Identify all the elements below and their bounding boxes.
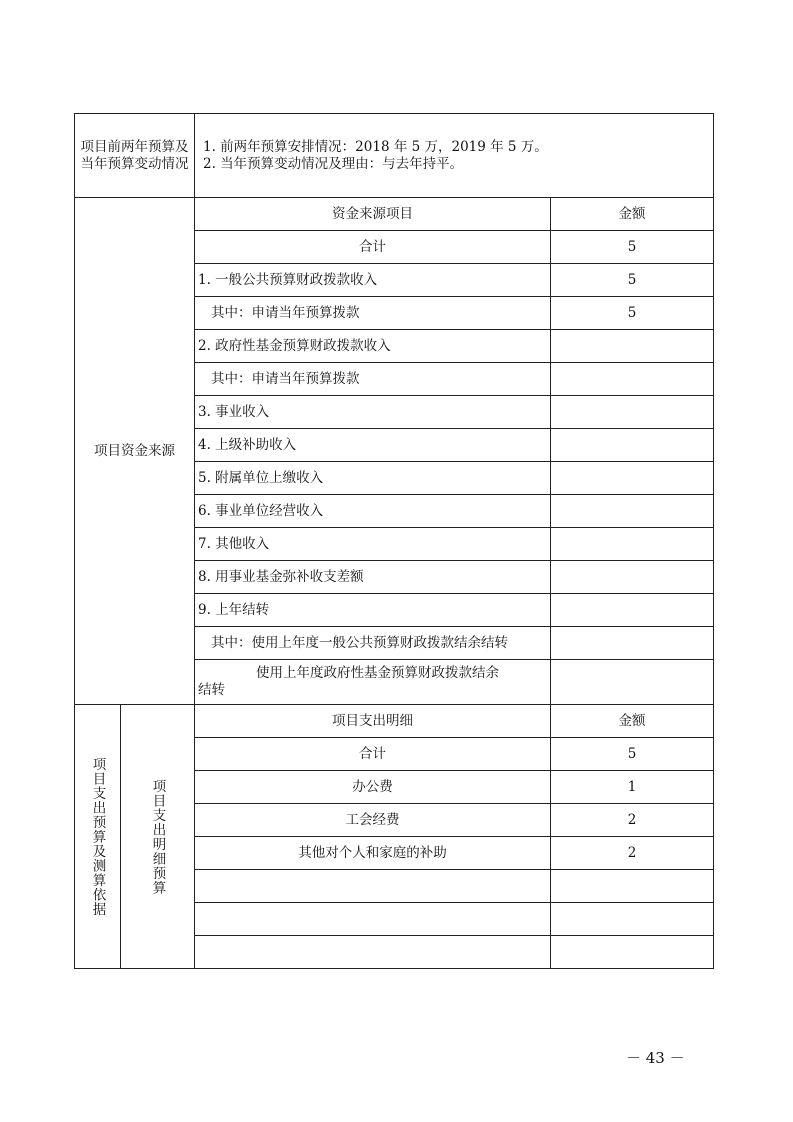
source-item: 8. 用事业基金弥补收支差额 — [195, 561, 551, 594]
source-amount — [551, 462, 714, 495]
sources-header-row — [75, 198, 714, 231]
expenses-header-item: 项目支出明细 — [195, 705, 551, 738]
source-amount — [551, 627, 714, 660]
source-item: 3. 事业收入 — [195, 396, 551, 429]
expense-item — [195, 936, 551, 969]
source-item: 6. 事业单位经营收入 — [195, 495, 551, 528]
source-item: 5. 附属单位上缴收入 — [195, 462, 551, 495]
expense-item: 办公费 — [195, 771, 551, 804]
source-item-line-2: 结转 — [198, 682, 225, 698]
expense-item: 工会经费 — [195, 804, 551, 837]
source-amount — [551, 396, 714, 429]
source-amount: 5 — [551, 297, 714, 330]
sources-header-amount: 金额 — [551, 198, 714, 231]
prior-budget-row — [75, 114, 714, 198]
source-amount — [551, 528, 714, 561]
source-amount — [551, 594, 714, 627]
expense-item: 其他对个人和家庭的补助 — [195, 837, 551, 870]
expenses-outer-label: 项目支出预算及测算依据 — [89, 756, 106, 917]
sources-header-item: 资金来源项目 — [195, 198, 551, 231]
expense-amount: 2 — [551, 804, 714, 837]
source-item: 2. 政府性基金预算财政拨款收入 — [195, 330, 551, 363]
expense-item: 合计 — [195, 738, 551, 771]
prior-budget-text — [195, 114, 714, 198]
expenses-outer-label-cell — [75, 705, 121, 969]
source-amount: 5 — [551, 231, 714, 264]
source-item — [195, 660, 551, 705]
expense-amount: 1 — [551, 771, 714, 804]
expenses-header-row — [75, 705, 714, 738]
source-amount — [551, 561, 714, 594]
source-item-line-1: 使用上年度政府性基金预算财政拨款结余 — [256, 665, 499, 681]
prior-budget-line-2: 2. 当年预算变动情况及理由：与去年持平。 — [203, 155, 464, 172]
source-item: 1. 一般公共预算财政拨款收入 — [195, 264, 551, 297]
source-amount — [551, 495, 714, 528]
sources-section-label: 项目资金来源 — [75, 198, 195, 705]
expense-amount — [551, 903, 714, 936]
prior-budget-label: 项目前两年预算及当年预算变动情况 — [75, 114, 195, 198]
source-amount — [551, 363, 714, 396]
expense-amount — [551, 936, 714, 969]
source-item: 4. 上级补助收入 — [195, 429, 551, 462]
expense-amount: 5 — [551, 738, 714, 771]
expenses-inner-label: 项目支出明细预算 — [149, 778, 166, 895]
budget-table — [74, 113, 714, 969]
expenses-header-amount: 金额 — [551, 705, 714, 738]
source-item: 7. 其他收入 — [195, 528, 551, 561]
prior-budget-line-1: 1. 前两年预算安排情况：2018 年 5 万，2019 年 5 万。 — [203, 138, 548, 155]
source-item: 其中：申请当年预算拨款 — [195, 297, 551, 330]
source-amount — [551, 660, 714, 705]
source-amount — [551, 330, 714, 363]
page-number: － 43 － — [626, 1049, 685, 1067]
source-item: 9. 上年结转 — [195, 594, 551, 627]
source-item: 其中：使用上年度一般公共预算财政拨款结余结转 — [195, 627, 551, 660]
expenses-inner-label-cell — [121, 705, 195, 969]
source-amount: 5 — [551, 264, 714, 297]
expense-item — [195, 903, 551, 936]
expense-item — [195, 870, 551, 903]
expense-amount — [551, 870, 714, 903]
source-item: 合计 — [195, 231, 551, 264]
source-amount — [551, 429, 714, 462]
expense-amount: 2 — [551, 837, 714, 870]
source-item: 其中：申请当年预算拨款 — [195, 363, 551, 396]
